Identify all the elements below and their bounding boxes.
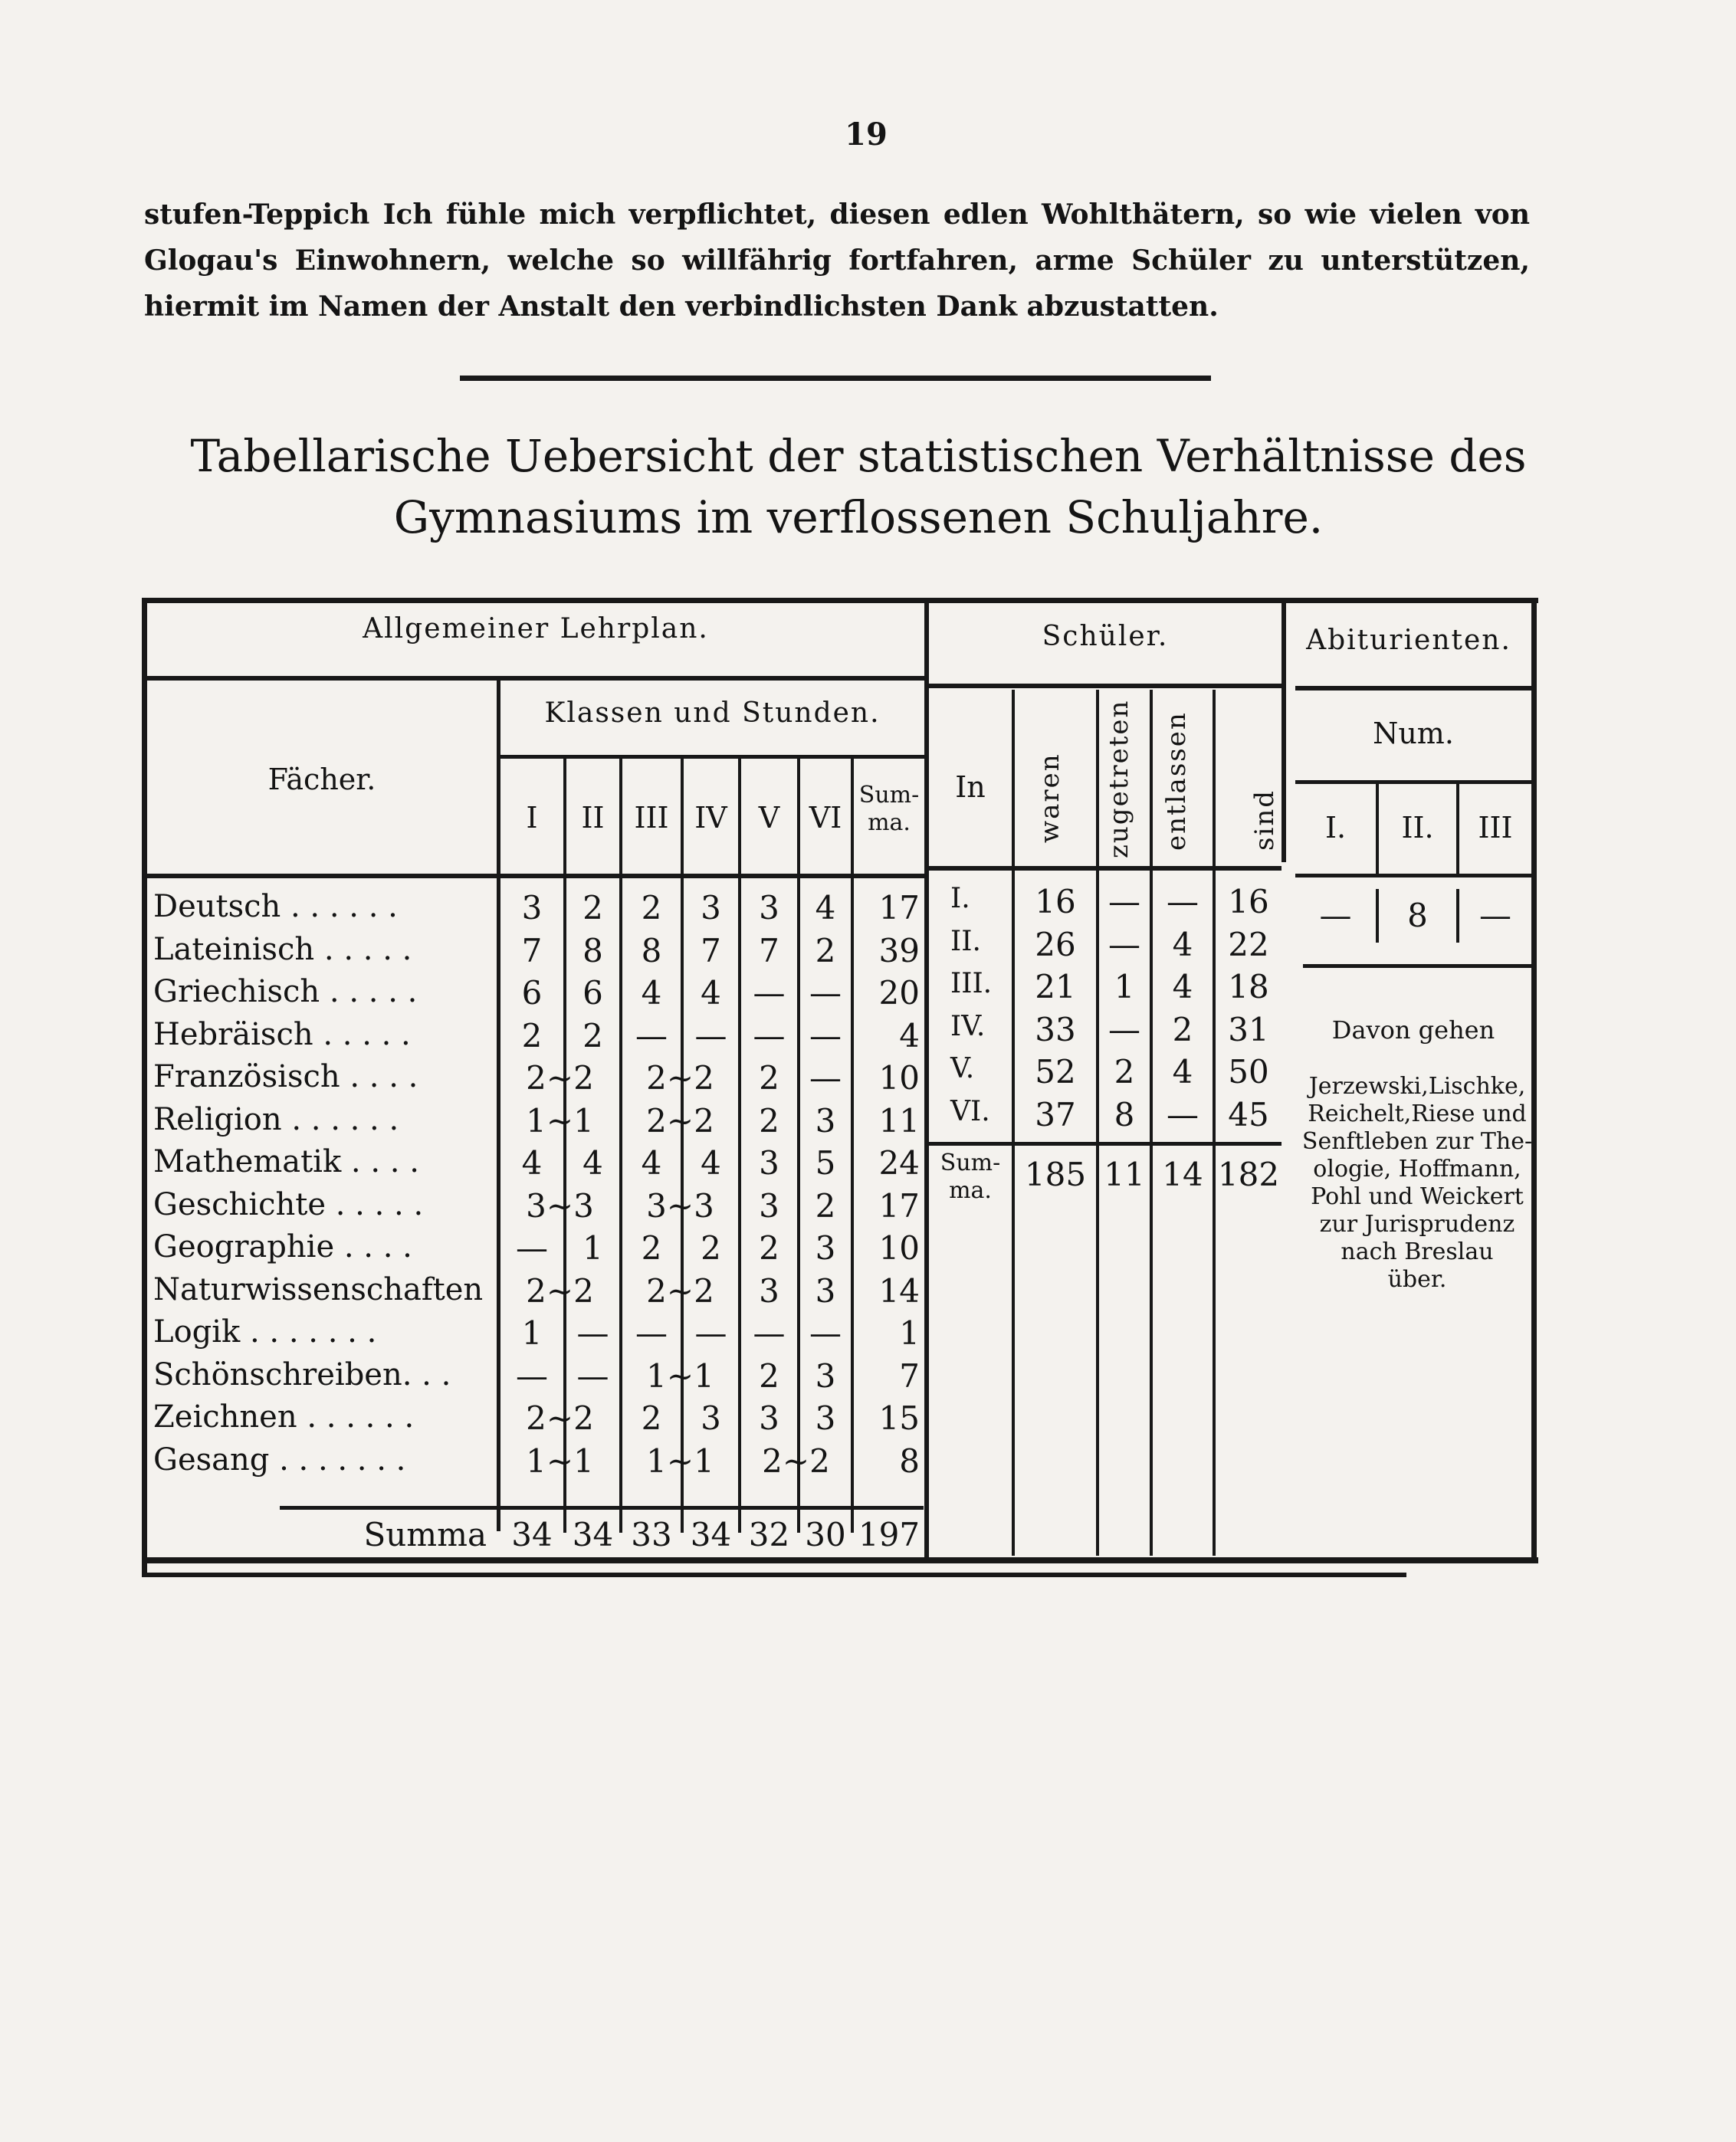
table-left-border (142, 598, 147, 1577)
subject-cell: 3 (759, 1186, 779, 1225)
subject-cell: 2 (759, 1229, 779, 1267)
schueler-cell-waren: 16 (1035, 883, 1076, 920)
subject-cell: — (694, 1016, 727, 1055)
col-header-sind: sind (1249, 789, 1280, 851)
subject-cell: 4 (701, 1144, 721, 1182)
abi-num-rule (1295, 780, 1531, 784)
schueler-summa-rule (929, 1142, 1281, 1146)
schueler-summa-zugetreten: 11 (1104, 1156, 1145, 1193)
schueler-cell-entlassen: 4 (1172, 968, 1193, 1005)
subject-cell: 2 (815, 1186, 836, 1225)
subject-cell: — (576, 1356, 609, 1395)
subject-sum: 24 (878, 1144, 920, 1182)
subject-cell: — (516, 1356, 548, 1395)
subject-cell: 2∼2 (526, 1271, 594, 1310)
abi-note-line: Senftleben zur The- (1301, 1128, 1533, 1155)
subject-cell: 2 (759, 1059, 779, 1097)
schueler-cell-sind: 18 (1228, 968, 1269, 1005)
schueler-cell-sind: 22 (1228, 925, 1269, 963)
abi-value-I: — (1319, 897, 1352, 934)
abi-col-II: II. (1401, 811, 1434, 845)
subject-cell: — (576, 1314, 609, 1352)
subject-sum: 4 (899, 1016, 920, 1055)
abi-note-line: Jerzewski,Lischke, (1308, 1073, 1526, 1100)
in-label: In (955, 770, 986, 804)
lehrplan-schueler-divider (924, 598, 929, 1560)
schueler-summa-label-2: ma. (949, 1177, 992, 1204)
schueler-columns-rule (929, 866, 1281, 871)
subject-cell: 4 (815, 889, 836, 927)
summa-III: 33 (631, 1516, 672, 1553)
subject-cell: 7 (759, 931, 779, 969)
abi-note-line: zur Jurisprudenz (1319, 1211, 1515, 1238)
subject-cell: 2 (641, 1229, 662, 1267)
schueler-cell-waren: 37 (1035, 1095, 1076, 1133)
col-header-IV: IV (694, 801, 727, 835)
bleed-through-text (766, 1617, 775, 1648)
abi-col-I: I. (1324, 811, 1347, 845)
abiturienten-header: Abiturienten. (1306, 625, 1511, 656)
title-line-1: Tabellarische Uebersicht der statistischen Verhältnisse des (190, 430, 1527, 482)
abi-note-line: nach Breslau (1341, 1238, 1494, 1265)
abi-note-line: ologie, Hoffmann, (1313, 1156, 1521, 1183)
col-header-V: V (758, 801, 780, 835)
subject-cell: 1∼1 (646, 1356, 714, 1395)
subject-cell: 1∼1 (526, 1442, 594, 1480)
subject-cell: 2 (582, 1016, 603, 1055)
subject-cell: — (809, 1016, 842, 1055)
subject-cell: 3 (759, 1271, 779, 1310)
abi-note-line: Reichelt,Riese und (1308, 1101, 1527, 1127)
subject-cell: 2 (521, 1016, 543, 1055)
subject-cell: 3∼3 (526, 1186, 594, 1225)
subject-cell: 8 (582, 931, 603, 969)
subject-sum: 17 (878, 1186, 920, 1225)
abi-columns-rule (1295, 874, 1531, 877)
section-divider (460, 376, 1211, 381)
subject-cell: 1 (582, 1229, 603, 1267)
schueler-cell-klasse: VI. (950, 1095, 990, 1127)
abi-value-II: 8 (1407, 897, 1428, 934)
subject-cell: 6 (521, 974, 543, 1012)
title-line-2: Gymnasiums im verflossenen Schuljahre. (393, 491, 1324, 543)
subject-sum: 10 (878, 1229, 920, 1267)
schueler-cell-sind: 31 (1228, 1010, 1269, 1048)
subject-cell: 2∼2 (526, 1059, 594, 1097)
schueler-cell-entlassen: 4 (1172, 1053, 1193, 1091)
lehrplan-header-rule (147, 676, 924, 681)
schueler-cell-zugetreten: — (1108, 925, 1140, 963)
subject-cell: 3 (521, 889, 543, 927)
subject-cell: 2∼2 (526, 1399, 594, 1437)
schueler-cell-waren: 52 (1035, 1053, 1076, 1091)
subject-name: Geschichte . . . . . (153, 1186, 424, 1222)
subject-cell: 3 (701, 1399, 721, 1437)
subject-sum: 7 (899, 1356, 920, 1395)
summa-II: 34 (572, 1516, 614, 1553)
subject-cell: — (809, 1314, 842, 1352)
subject-cell: 1 (521, 1314, 543, 1352)
subject-cell: 2 (641, 889, 662, 927)
abi-note-line: Pohl und Weickert (1311, 1183, 1524, 1210)
schueler-cell-klasse: II. (950, 925, 981, 957)
faecher-label: Fächer. (267, 763, 376, 796)
table-bottom-border (142, 1557, 1538, 1563)
schueler-header: Schüler. (1042, 621, 1169, 652)
intro-paragraph: stufen-Teppich Ich fühle mich verpflichtet, diesen edlen Wohlthätern, so wie vielen von Glogau's Einwohnern, welche so willfährig fortfahren, arme Schüler zu unterstützen, hiermit im Namen der Anstalt den verbindlichsten Dank abzustatten. (144, 198, 1530, 323)
abi-note (1295, 1073, 1539, 1294)
davon-gehen: Davon gehen (1331, 1015, 1495, 1045)
col-header-entlassen: entlassen (1161, 711, 1192, 851)
lehrplan-columns-rule (147, 874, 924, 878)
subject-cell: 4 (701, 974, 721, 1012)
schueler-cell-sind: 45 (1228, 1095, 1269, 1133)
summa-row-rule (280, 1506, 924, 1510)
subject-cell: 2 (759, 1356, 779, 1395)
summa-VI: 30 (805, 1516, 846, 1553)
subject-name: Schönschreiben. . . (153, 1356, 451, 1392)
subject-cell: 7 (701, 931, 721, 969)
subject-cell: 3 (759, 889, 779, 927)
schueler-cell-zugetreten: 1 (1114, 968, 1135, 1005)
subject-cell: — (635, 1314, 668, 1352)
subject-cell: 2∼2 (646, 1059, 714, 1097)
lehrplan-header: Allgemeiner Lehrplan. (363, 613, 709, 645)
schueler-cell-klasse: I. (950, 883, 970, 914)
abi-values-rule (1303, 964, 1531, 968)
subject-cell: 5 (815, 1144, 836, 1182)
schueler-cell-sind: 16 (1228, 883, 1269, 920)
schueler-summa-sind: 182 (1217, 1156, 1280, 1193)
schueler-cell-klasse: III. (950, 968, 993, 999)
subject-cell: 1∼1 (526, 1101, 594, 1140)
subject-sum: 15 (878, 1399, 920, 1437)
schueler-summa-waren: 185 (1024, 1156, 1087, 1193)
subject-cell: 2 (582, 889, 603, 927)
subject-name: Zeichnen . . . . . . (153, 1399, 415, 1435)
klassen-header: Klassen und Stunden. (544, 697, 881, 729)
schueler-cell-sind: 50 (1228, 1053, 1269, 1091)
subject-sum: 11 (878, 1101, 920, 1140)
subject-cell: 3 (759, 1399, 779, 1437)
schueler-cell-entlassen: 4 (1172, 925, 1193, 963)
col-header-II: II (581, 801, 605, 835)
schueler-cell-entlassen: — (1167, 883, 1199, 920)
subject-cell: — (694, 1314, 727, 1352)
subject-cell: — (809, 974, 842, 1012)
col-header-waren: waren (1035, 753, 1065, 843)
subject-cell: 3 (815, 1356, 836, 1395)
abi-col-III: III (1478, 811, 1513, 845)
subject-cell: 8 (641, 931, 662, 969)
summa-label: Summa (363, 1516, 487, 1553)
subject-sum: 10 (878, 1059, 920, 1097)
subject-cell: 4 (641, 974, 662, 1012)
subject-cell: — (635, 1016, 668, 1055)
col-header-summa (854, 782, 924, 837)
subject-sum: 39 (878, 931, 920, 969)
subject-cell: 2∼2 (762, 1442, 830, 1480)
subject-cell: 3∼3 (646, 1186, 714, 1225)
subject-cell: 2 (759, 1101, 779, 1140)
summa-total: 197 (858, 1516, 921, 1553)
subject-name: Französisch . . . . (153, 1059, 418, 1094)
subject-cell: 3 (815, 1271, 836, 1310)
subject-name: Deutsch . . . . . . (153, 889, 398, 924)
schueler-cell-klasse: IV. (950, 1010, 986, 1042)
col-header-III: III (634, 801, 669, 835)
col-header-I: I (526, 801, 538, 835)
num-label: Num. (1373, 717, 1454, 750)
subject-cell: — (753, 1016, 786, 1055)
subject-sum: 8 (899, 1442, 920, 1480)
col-header-zugetreten: zugetreten (1104, 699, 1134, 858)
schueler-cell-entlassen: 2 (1172, 1010, 1193, 1048)
schueler-cell-zugetreten: 2 (1114, 1053, 1135, 1091)
subject-cell: 2∼2 (646, 1101, 714, 1140)
page-number: 19 (845, 116, 888, 153)
schueler-cell-entlassen: — (1167, 1095, 1199, 1133)
schueler-cell-zugetreten: 8 (1114, 1095, 1135, 1133)
subject-cell: 7 (521, 931, 543, 969)
col-header-summa-1: Sum- (858, 782, 920, 809)
abi-header-rule (1295, 686, 1531, 690)
subject-sum: 17 (878, 889, 920, 927)
subject-cell: 3 (759, 1144, 779, 1182)
table-bottom-border-2 (142, 1573, 1406, 1577)
subject-cell: 4 (641, 1144, 662, 1182)
schueler-cell-zugetreten: — (1108, 1010, 1140, 1048)
schueler-summa-label (929, 1150, 1012, 1205)
subject-name: Hebräisch . . . . . (153, 1016, 411, 1052)
subject-sum: 1 (899, 1314, 920, 1352)
subject-name: Lateinisch . . . . . (153, 931, 412, 967)
col-header-summa-2: ma. (868, 809, 911, 836)
subject-name: Logik . . . . . . . (153, 1314, 377, 1350)
subject-name: Griechisch . . . . . (153, 974, 418, 1009)
subject-name: Mathematik . . . . (153, 1144, 419, 1179)
subject-name: Gesang . . . . . . . (153, 1442, 406, 1478)
abi-value-III: — (1479, 897, 1511, 934)
subject-sum: 20 (878, 974, 920, 1012)
schueler-header-rule (929, 684, 1281, 688)
subject-cell: 3 (815, 1101, 836, 1140)
subject-cell: 1∼1 (646, 1442, 714, 1480)
subject-cell: — (753, 1314, 786, 1352)
subject-cell: 4 (521, 1144, 543, 1182)
subject-cell: 4 (582, 1144, 603, 1182)
schueler-cell-zugetreten: — (1108, 883, 1140, 920)
schueler-summa-entlassen: 14 (1162, 1156, 1203, 1193)
subject-cell: — (753, 974, 786, 1012)
subject-cell: 2∼2 (646, 1271, 714, 1310)
schueler-cell-waren: 33 (1035, 1010, 1076, 1048)
schueler-summa-label-1: Sum- (940, 1150, 1001, 1176)
summa-V: 32 (748, 1516, 790, 1553)
subject-cell: 6 (582, 974, 603, 1012)
col-header-VI: VI (809, 801, 842, 835)
schueler-cell-waren: 26 (1035, 925, 1076, 963)
schueler-cell-klasse: V. (950, 1053, 975, 1084)
schueler-cell-waren: 21 (1035, 968, 1076, 1005)
subject-cell: — (516, 1229, 548, 1267)
subject-cell: 2 (815, 931, 836, 969)
subject-name: Naturwissenschaften (153, 1271, 484, 1307)
subject-sum: 14 (878, 1271, 920, 1310)
table-top-border (142, 598, 1538, 603)
subject-cell: — (809, 1059, 842, 1097)
summa-I: 34 (511, 1516, 553, 1553)
subject-cell: 2 (701, 1229, 721, 1267)
subject-cell: 3 (701, 889, 721, 927)
abi-note-line: über. (1387, 1266, 1447, 1293)
subject-cell: 3 (815, 1399, 836, 1437)
summa-IV: 34 (690, 1516, 732, 1553)
subject-name: Religion . . . . . . (153, 1101, 399, 1137)
subject-cell: 3 (815, 1229, 836, 1267)
subject-cell: 2 (641, 1399, 662, 1437)
subject-name: Geographie . . . . (153, 1229, 412, 1265)
table-title (123, 425, 1594, 548)
